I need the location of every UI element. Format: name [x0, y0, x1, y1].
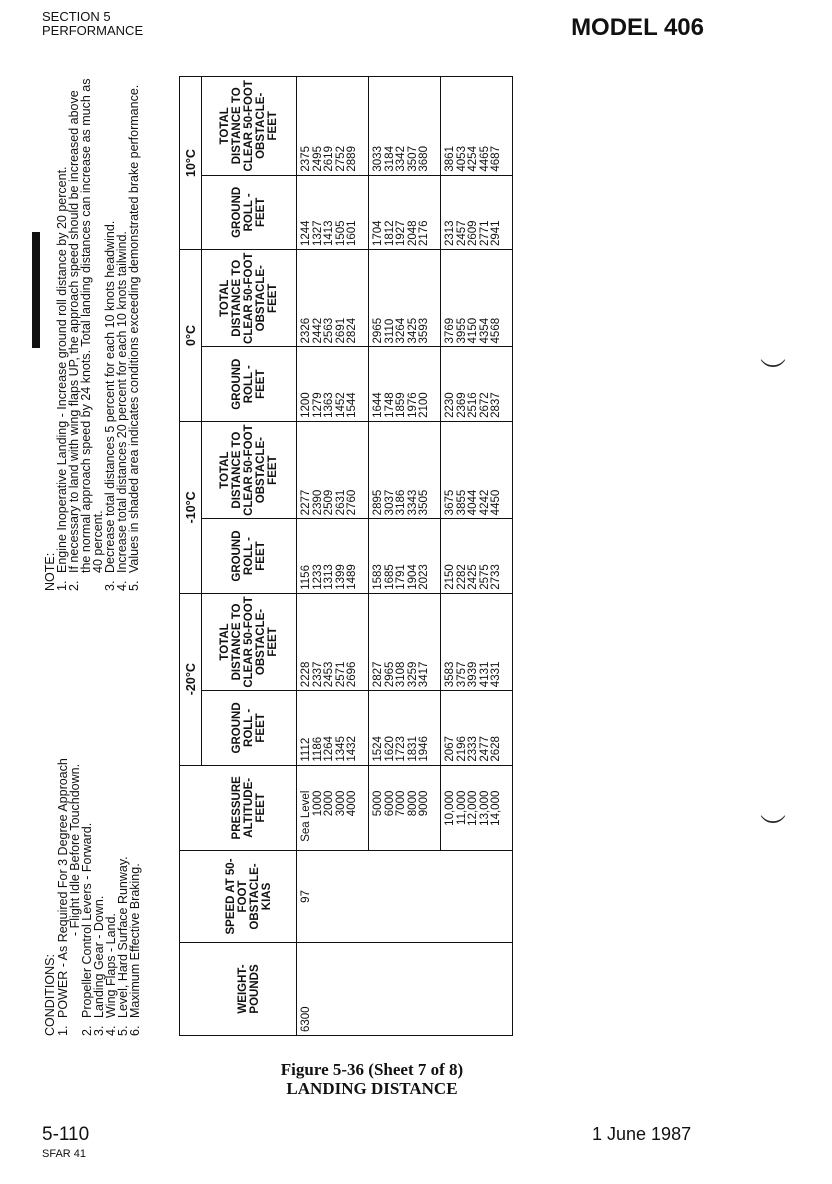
landing-distance-table [179, 76, 513, 1036]
total-distance-header: TOTAL DISTANCE TO CLEAR 50-FOOT OBSTACLE-FEET [202, 77, 297, 176]
temp-header-10: 10°C [180, 77, 202, 250]
sfar-label: SFAR 41 [42, 1148, 87, 1160]
altitude-cell: 5000 6000 7000 8000 9000 [369, 765, 441, 850]
total-distance-cell: 2277 2390 2509 2631 2760 [297, 421, 369, 518]
total-distance-cell: 3033 3184 3342 3507 3680 [369, 77, 441, 176]
header-spacer [180, 851, 202, 943]
total-distance-header: TOTAL DISTANCE TO CLEAR 50-FOOT OBSTACLE-FEET [202, 593, 297, 690]
temperature-header-row [180, 77, 202, 1036]
note-item: 4. Increase total distances 20 percent for each 10 knots tailwind. [115, 231, 129, 591]
ground-roll-cell: 1156 1233 1313 1399 1489 [297, 519, 369, 593]
revision-bar [32, 232, 40, 348]
figure-title: LANDING DISTANCE [286, 1079, 458, 1098]
note-item: 2. If necessary to land with wing flaps UP, the approach speed should be increased above the normal approach speed by 24 knots. Total landing distances can increase as much as 40 percent. [67, 78, 105, 591]
condition-item: 6. Maximum Effective Braking. [128, 863, 142, 1036]
figure-caption [232, 1060, 512, 1098]
ground-roll-cell: 2230 2369 2516 2672 2837 [441, 347, 513, 421]
notes-title: NOTE: [43, 552, 57, 591]
ground-roll-cell: 1200 1279 1363 1452 1544 [297, 347, 369, 421]
condition-item: - Flight Idle Before Touchdown. [68, 763, 82, 936]
condition-item: 1. POWER - As Required For 3 Degree Approach [56, 758, 70, 1036]
page-number: 5-110 [42, 1124, 90, 1145]
temp-header-m20: -20°C [180, 593, 202, 765]
table-row [297, 77, 369, 1036]
total-distance-cell: 2326 2442 2563 2691 2824 [297, 250, 369, 347]
ground-roll-header: GROUND ROLL - FEET [202, 347, 297, 421]
total-distance-header: TOTAL DISTANCE TO CLEAR 50-FOOT OBSTACLE-FEET [202, 250, 297, 347]
temp-header-0: 0°C [180, 250, 202, 422]
header-spacer [180, 942, 202, 1035]
condition-item: 3. Landing Gear - Down. [92, 895, 106, 1036]
temp-header-m10: -10°C [180, 421, 202, 593]
speed-cell-empty [369, 851, 441, 943]
ground-roll-header: GROUND ROLL - FEET [202, 519, 297, 593]
note-item: 1. Engine Inoperative Landing - Increase ground roll distance by 20 percent. [55, 166, 69, 591]
condition-item: 2. Propeller Control Levers - Forward. [80, 822, 94, 1036]
ground-roll-cell: 1524 1620 1723 1831 1946 [369, 691, 441, 765]
ground-roll-header: GROUND ROLL - FEET [202, 175, 297, 249]
total-distance-cell: 2895 3037 3186 3343 3505 [369, 421, 441, 518]
condition-item: 5. Level, Hard Surface Runway. [116, 856, 130, 1036]
total-distance-cell: 3583 3757 3939 4131 4331 [441, 593, 513, 690]
ground-roll-cell: 2313 2457 2609 2771 2941 [441, 175, 513, 249]
total-distance-cell: 3675 3855 4044 4242 4450 [441, 421, 513, 518]
margin-mark: ︶ [760, 357, 787, 387]
column-header-row [202, 77, 297, 1036]
ground-roll-cell: 2150 2282 2425 2575 2733 [441, 519, 513, 593]
conditions-block [44, 696, 141, 1036]
total-distance-cell: 3769 3955 4150 4354 4568 [441, 250, 513, 347]
note-item: 5. Values in shaded area indicates conditions exceeding demonstrated brake performance. [127, 84, 141, 591]
subsection-label: PERFORMANCE [42, 23, 144, 38]
section-header [42, 10, 143, 38]
section-label: SECTION 5 [42, 9, 111, 24]
ground-roll-header: GROUND ROLL - FEET [202, 691, 297, 765]
ground-roll-cell: 1583 1685 1791 1904 2023 [369, 519, 441, 593]
ground-roll-cell: 2067 2196 2333 2477 2628 [441, 691, 513, 765]
table-row [441, 77, 513, 1036]
total-distance-cell: 3861 4053 4254 4465 4687 [441, 77, 513, 176]
total-distance-cell: 2965 3110 3264 3425 3593 [369, 250, 441, 347]
speed-header: SPEED AT 50-FOOT OBSTACLE-KIAS [202, 851, 297, 943]
pressure-altitude-header: PRESSURE ALTITUDE-FEET [202, 765, 297, 850]
total-distance-cell: 2375 2495 2619 2752 2889 [297, 77, 369, 176]
margin-mark: ︶ [760, 813, 787, 843]
altitude-cell: Sea Level 1000 2000 3000 4000 [297, 765, 369, 850]
weight-header: WEIGHT-POUNDS [202, 942, 297, 1035]
weight-cell: 6300 [297, 942, 369, 1035]
revision-date: 1 June 1987 [592, 1124, 692, 1144]
total-distance-header: TOTAL DISTANCE TO CLEAR 50-FOOT OBSTACLE-FEET [202, 421, 297, 518]
note-item: 3. Decrease total distances 5 percent for each 10 knots headwind. [103, 220, 117, 591]
model-title: MODEL 406 [571, 14, 704, 41]
conditions-title: CONDITIONS: [43, 954, 57, 1036]
altitude-cell: 10,000 11,000 12,000 13,000 14,000 [441, 765, 513, 850]
condition-item: 4. Wing Flaps - Land. [104, 913, 118, 1036]
weight-cell-empty [441, 942, 513, 1035]
ground-roll-cell: 1112 1186 1264 1345 1432 [297, 691, 369, 765]
ground-roll-cell: 1704 1812 1927 2048 2176 [369, 175, 441, 249]
weight-cell-empty [369, 942, 441, 1035]
header-spacer [180, 765, 202, 850]
ground-roll-cell: 1644 1748 1859 1976 2100 [369, 347, 441, 421]
speed-cell-empty [441, 851, 513, 943]
rotated-landing-chart [44, 76, 632, 1036]
speed-cell: 97 [297, 851, 369, 943]
ground-roll-cell: 1244 1327 1413 1505 1601 [297, 175, 369, 249]
figure-number: Figure 5-36 (Sheet 7 of 8) [280, 1060, 464, 1079]
total-distance-cell: 2827 2965 3108 3259 3417 [369, 593, 441, 690]
total-distance-cell: 2228 2337 2453 2571 2696 [297, 593, 369, 690]
table-row [369, 77, 441, 1036]
notes-block [44, 76, 140, 591]
